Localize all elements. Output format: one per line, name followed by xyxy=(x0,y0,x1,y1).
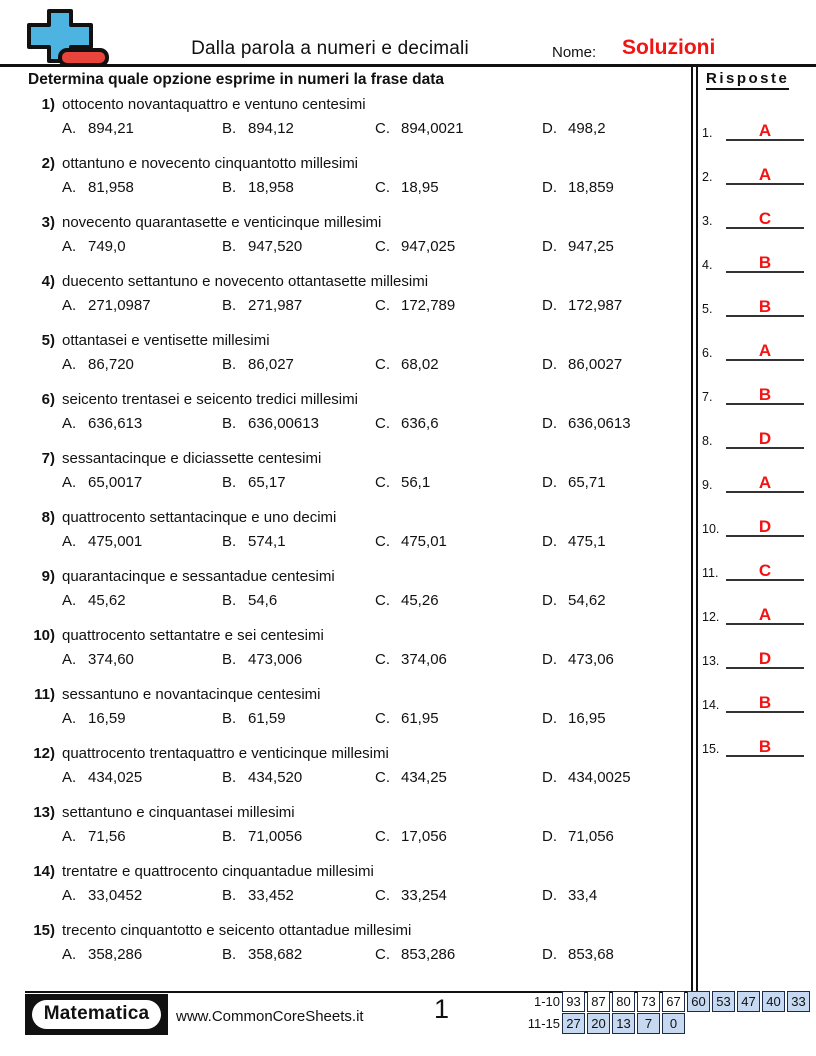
option-d: D. 172,987 xyxy=(542,297,623,314)
option-row xyxy=(28,887,690,905)
answer-number: 13. xyxy=(702,654,720,668)
option-c: C. 17,056 xyxy=(375,828,447,845)
answer-letter: A xyxy=(758,165,772,184)
option-a: A. 374,60 xyxy=(62,651,134,668)
option-b: B. 33,452 xyxy=(222,887,294,904)
option-a: A. 894,21 xyxy=(62,120,134,137)
option-row xyxy=(28,356,690,374)
question-block xyxy=(28,154,690,213)
option-row xyxy=(28,415,690,433)
question-number: 12) xyxy=(33,745,55,762)
question-block xyxy=(28,803,690,862)
question-number: 8) xyxy=(41,509,55,526)
question-text: sessantuno e novantacinque centesimi xyxy=(62,686,321,703)
answer-number: 2. xyxy=(702,170,713,184)
answer-letter: B xyxy=(758,693,772,712)
answer-number: 10. xyxy=(702,522,720,536)
question-block xyxy=(28,390,690,449)
answer-number: 6. xyxy=(702,346,713,360)
answer-item xyxy=(702,713,812,757)
answer-number: 8. xyxy=(702,434,713,448)
option-b: B. 271,987 xyxy=(222,297,303,314)
answer-blank[interactable] xyxy=(726,603,804,625)
score-cell: 47 xyxy=(737,991,760,1012)
question-block xyxy=(28,272,690,331)
answer-blank[interactable] xyxy=(726,339,804,361)
answer-letter: D xyxy=(758,649,772,668)
option-b: B. 574,1 xyxy=(222,533,286,550)
brand-label: Matematica xyxy=(32,1000,162,1029)
answer-letter: A xyxy=(758,605,772,624)
name-value: Soluzioni xyxy=(622,36,716,59)
option-a: A. 86,720 xyxy=(62,356,134,373)
score-cell: 53 xyxy=(712,991,735,1012)
answer-blank[interactable] xyxy=(726,515,804,537)
question-text: quattrocento settantacinque e uno decimi xyxy=(62,509,337,526)
score-row xyxy=(518,991,810,1012)
answers-column-divider xyxy=(691,64,698,993)
option-c: C. 56,1 xyxy=(375,474,431,491)
score-cell: 27 xyxy=(562,1013,585,1034)
option-b: B. 947,520 xyxy=(222,238,303,255)
option-row xyxy=(28,592,690,610)
option-c: C. 475,01 xyxy=(375,533,447,550)
answer-blank[interactable] xyxy=(726,207,804,229)
question-block xyxy=(28,95,690,154)
answer-letter: A xyxy=(758,121,772,140)
option-d: D. 65,71 xyxy=(542,474,606,491)
option-a: A. 434,025 xyxy=(62,769,143,786)
option-c: C. 45,26 xyxy=(375,592,439,609)
answer-letter: D xyxy=(758,429,772,448)
option-c: C. 374,06 xyxy=(375,651,447,668)
answer-number: 1. xyxy=(702,126,713,140)
score-cell: 73 xyxy=(637,991,660,1012)
question-text: novecento quarantasette e venticinque millesimi xyxy=(62,214,382,231)
answer-letter: C xyxy=(758,561,772,580)
option-d: D. 18,859 xyxy=(542,179,614,196)
answer-item xyxy=(702,185,812,229)
question-block xyxy=(28,626,690,685)
option-b: B. 54,6 xyxy=(222,592,278,609)
option-d: D. 473,06 xyxy=(542,651,614,668)
option-a: A. 358,286 xyxy=(62,946,143,963)
question-number: 1) xyxy=(41,96,55,113)
answer-number: 15. xyxy=(702,742,720,756)
question-block xyxy=(28,744,690,803)
option-d: D. 33,4 xyxy=(542,887,598,904)
option-a: A. 16,59 xyxy=(62,710,126,727)
question-number: 4) xyxy=(41,273,55,290)
question-text: quattrocento trentaquattro e venticinque millesimi xyxy=(62,745,389,762)
option-row xyxy=(28,769,690,787)
question-text: quattrocento settantatre e sei centesimi xyxy=(62,627,324,644)
score-cell: 93 xyxy=(562,991,585,1012)
option-d: D. 71,056 xyxy=(542,828,614,845)
score-cell: 40 xyxy=(762,991,785,1012)
score-cell: 87 xyxy=(587,991,610,1012)
answer-list xyxy=(702,97,812,757)
answer-item xyxy=(702,317,812,361)
question-number: 10) xyxy=(33,627,55,644)
option-row xyxy=(28,828,690,846)
question-number: 9) xyxy=(41,568,55,585)
question-number: 11) xyxy=(34,686,55,703)
option-b: B. 473,006 xyxy=(222,651,303,668)
answer-letter: B xyxy=(758,737,772,756)
option-row xyxy=(28,710,690,728)
answer-blank[interactable] xyxy=(726,559,804,581)
score-cell: 33 xyxy=(787,991,810,1012)
question-number: 15) xyxy=(33,922,55,939)
option-b: B. 86,027 xyxy=(222,356,294,373)
question-block xyxy=(28,862,690,921)
answer-blank[interactable] xyxy=(726,163,804,185)
option-a: A. 636,613 xyxy=(62,415,143,432)
option-c: C. 636,6 xyxy=(375,415,439,432)
answer-blank[interactable] xyxy=(726,251,804,273)
answer-number: 4. xyxy=(702,258,713,272)
option-row xyxy=(28,238,690,256)
page-number: 1 xyxy=(434,994,450,1024)
question-text: seicento trentasei e seicento tredici millesimi xyxy=(62,391,358,408)
score-cell: 80 xyxy=(612,991,635,1012)
answer-item xyxy=(702,405,812,449)
option-b: B. 358,682 xyxy=(222,946,303,963)
option-b: B. 636,00613 xyxy=(222,415,319,432)
page-title: Dalla parola a numeri e decimali xyxy=(191,38,469,59)
answer-item xyxy=(702,361,812,405)
question-text: ottantuno e novecento cinquantotto millesimi xyxy=(62,155,359,172)
score-row xyxy=(518,1013,810,1034)
option-a: A. 33,0452 xyxy=(62,887,143,904)
answer-letter: B xyxy=(758,253,772,272)
option-row xyxy=(28,297,690,315)
option-d: D. 434,0025 xyxy=(542,769,631,786)
answer-item xyxy=(702,493,812,537)
answers-column xyxy=(702,70,812,757)
option-a: A. 65,0017 xyxy=(62,474,143,491)
score-cell: 0 xyxy=(662,1013,685,1034)
option-a: A. 45,62 xyxy=(62,592,126,609)
question-text: settantuno e cinquantasei millesimi xyxy=(62,804,295,821)
option-row xyxy=(28,946,690,964)
score-cell: 13 xyxy=(612,1013,635,1034)
answer-number: 12. xyxy=(702,610,720,624)
option-b: B. 894,12 xyxy=(222,120,294,137)
answer-blank[interactable] xyxy=(726,691,804,713)
answer-blank[interactable] xyxy=(726,735,804,757)
answer-number: 3. xyxy=(702,214,713,228)
score-table xyxy=(518,991,810,1035)
score-cell: 7 xyxy=(637,1013,660,1034)
answer-letter: D xyxy=(758,517,772,536)
option-b: B. 434,520 xyxy=(222,769,303,786)
question-text: sessantacinque e diciassette centesimi xyxy=(62,450,322,467)
answer-number: 5. xyxy=(702,302,713,316)
option-a: A. 81,958 xyxy=(62,179,134,196)
answer-letter: B xyxy=(758,385,772,404)
answer-letter: A xyxy=(758,341,772,360)
option-d: D. 86,0027 xyxy=(542,356,623,373)
question-block xyxy=(28,685,690,744)
question-text: trentatre e quattrocento cinquantadue millesimi xyxy=(62,863,374,880)
option-b: B. 61,59 xyxy=(222,710,286,727)
option-a: A. 475,001 xyxy=(62,533,143,550)
question-block xyxy=(28,213,690,272)
score-cell: 67 xyxy=(662,991,685,1012)
option-a: A. 749,0 xyxy=(62,238,126,255)
option-a: A. 271,0987 xyxy=(62,297,151,314)
answer-item xyxy=(702,669,812,713)
answer-letter: C xyxy=(758,209,772,228)
option-d: D. 636,0613 xyxy=(542,415,631,432)
option-c: C. 68,02 xyxy=(375,356,439,373)
answer-number: 11. xyxy=(702,566,719,580)
option-a: A. 71,56 xyxy=(62,828,126,845)
score-range-label: 1-10 xyxy=(533,994,560,1009)
answers-title: Risposte xyxy=(706,70,789,90)
name-label: Nome: xyxy=(552,44,597,61)
option-b: B. 65,17 xyxy=(222,474,286,491)
option-d: D. 947,25 xyxy=(542,238,614,255)
option-c: C. 33,254 xyxy=(375,887,447,904)
option-d: D. 853,68 xyxy=(542,946,614,963)
question-number: 3) xyxy=(41,214,55,231)
option-b: B. 71,0056 xyxy=(222,828,303,845)
question-number: 13) xyxy=(33,804,55,821)
question-block xyxy=(28,921,690,980)
question-block xyxy=(28,567,690,626)
question-list xyxy=(28,95,690,980)
answer-number: 9. xyxy=(702,478,713,492)
answer-number: 14. xyxy=(702,698,720,712)
score-cell: 20 xyxy=(587,1013,610,1034)
option-c: C. 18,95 xyxy=(375,179,439,196)
question-number: 14) xyxy=(33,863,55,880)
answer-blank[interactable] xyxy=(726,647,804,669)
question-number: 5) xyxy=(41,332,55,349)
option-d: D. 498,2 xyxy=(542,120,606,137)
question-text: duecento settantuno e novecento ottantasette millesimi xyxy=(62,273,429,290)
question-text: ottantasei e ventisette millesimi xyxy=(62,332,270,349)
answer-item xyxy=(702,449,812,493)
score-range-label: 11-15 xyxy=(527,1016,560,1031)
answer-blank[interactable] xyxy=(726,119,804,141)
option-d: D. 16,95 xyxy=(542,710,606,727)
answer-letter: B xyxy=(758,297,772,316)
website-link[interactable]: www.CommonCoreSheets.it xyxy=(176,1008,364,1025)
question-block xyxy=(28,449,690,508)
option-d: D. 475,1 xyxy=(542,533,606,550)
brand-badge xyxy=(25,994,168,1035)
question-text: ottocento novantaquattro e ventuno centesimi xyxy=(62,96,366,113)
option-c: C. 61,95 xyxy=(375,710,439,727)
option-c: C. 894,0021 xyxy=(375,120,464,137)
option-c: C. 172,789 xyxy=(375,297,456,314)
option-row xyxy=(28,474,690,492)
option-c: C. 947,025 xyxy=(375,238,456,255)
answer-blank[interactable] xyxy=(726,383,804,405)
answer-item xyxy=(702,97,812,141)
question-text: trecento cinquantotto e seicento ottantadue millesimi xyxy=(62,922,412,939)
answer-item xyxy=(702,625,812,669)
answer-item xyxy=(702,141,812,185)
answer-blank[interactable] xyxy=(726,471,804,493)
answer-blank[interactable] xyxy=(726,427,804,449)
option-d: D. 54,62 xyxy=(542,592,606,609)
answer-item xyxy=(702,537,812,581)
question-text: quarantacinque e sessantadue centesimi xyxy=(62,568,335,585)
option-row xyxy=(28,120,690,138)
option-row xyxy=(28,179,690,197)
answer-letter: A xyxy=(758,473,772,492)
option-c: C. 434,25 xyxy=(375,769,447,786)
instruction-text: Determina quale opzione esprime in numeri la frase data xyxy=(28,71,445,88)
question-number: 2) xyxy=(41,155,55,172)
score-cell: 60 xyxy=(687,991,710,1012)
answer-blank[interactable] xyxy=(726,295,804,317)
option-row xyxy=(28,533,690,551)
option-c: C. 853,286 xyxy=(375,946,456,963)
answer-item xyxy=(702,273,812,317)
question-number: 6) xyxy=(41,391,55,408)
option-row xyxy=(28,651,690,669)
question-block xyxy=(28,331,690,390)
question-block xyxy=(28,508,690,567)
answer-item xyxy=(702,581,812,625)
question-number: 7) xyxy=(41,450,55,467)
option-b: B. 18,958 xyxy=(222,179,294,196)
answer-item xyxy=(702,229,812,273)
answer-number: 7. xyxy=(702,390,713,404)
